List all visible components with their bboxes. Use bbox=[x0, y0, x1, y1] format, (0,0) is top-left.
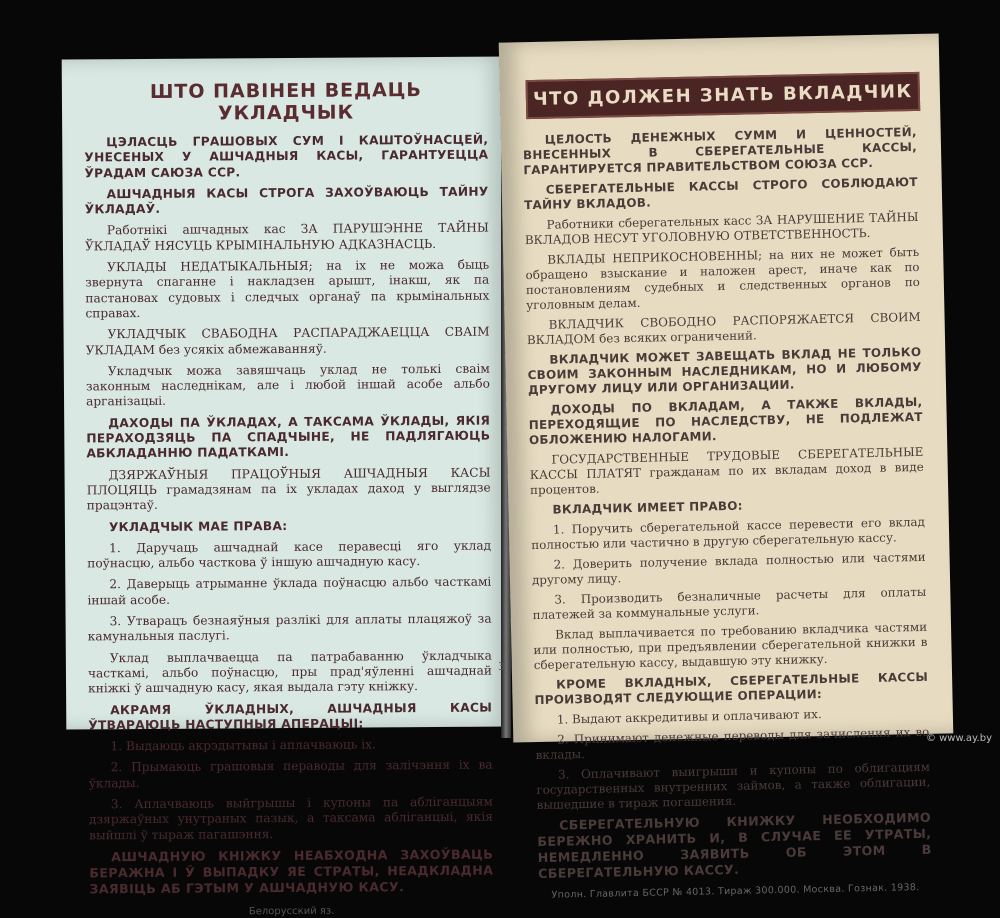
print-imprint: Уполн. Главлита БССР № 4013. Тираж 300.000. Москва. Гознак. 1938. bbox=[551, 882, 920, 901]
paragraph: ВКЛАДЫ НЕПРИКОСНОВЕННЫ; на них не может быть обращено взыскание и наложен арест, иначе как по постановлениям судебных и следственных органов по уголовным делам. bbox=[525, 244, 920, 313]
right-page-text bbox=[523, 125, 933, 882]
paragraph: ЦЕЛОСТЬ ДЕНЕЖНЫХ СУММ И ЦЕННОСТЕЙ, ВНЕСЕННЫХ В СБЕРЕГАТЕЛЬНЫЕ КАССЫ, ГАРАНТИРУЕТСЯ ПРАВИТЕЛЬСТВОМ СОЮЗА ССР. bbox=[522, 124, 918, 178]
site-watermark: © www.ay.by bbox=[925, 733, 992, 744]
paragraph: Укладчык можа завяшчаць уклад не толькі сваім законным наследнікам, але і любой іншай асобе альбо арганізацыі. bbox=[85, 361, 490, 409]
paragraph: ДАХОДЫ ПА ЎКЛАДАХ, А ТАКСАМА ЎКЛАДЫ, ЯКІЯ ПЕРАХОДЗЯЦЬ ПА СПАДЧЫНЕ, НЕ ПАДЛЯГАЮЦЬ АБКЛАДАННЮ ПАДАТКАМІ. bbox=[86, 413, 491, 461]
paragraph: Вклад выплачивается по требованию вкладчика частями или полностью, при предъявлении сберегательной книжки в сберегательную кассу, выдавшую эту книжку. bbox=[533, 619, 928, 673]
paragraph: 1. Даручаць ашчаднай касе перавесці яго уклад поўнасцю, альбо часткова ў іншую ашчадную касу. bbox=[87, 538, 492, 571]
paragraph: УКЛАДЧЫК СВАБОДНА РАСПАРАДЖАЕЦЦА СВАІМ УКЛАДАМ без усякіх абмежаванняў. bbox=[85, 324, 490, 357]
language-note: Белорусский яз. bbox=[248, 905, 335, 918]
paragraph: УКЛАДЧЫК МАЕ ПРАВА: bbox=[108, 518, 288, 534]
paragraph: КРОМЕ ВКЛАДНЫХ, СБЕРЕГАТЕЛЬНЫЕ КАССЫ ПРОИЗВОДЯТ СЛЕДУЮЩИЕ ОПЕРАЦИИ: bbox=[534, 669, 929, 708]
paragraph: 1. Выдаюць акрэдытывы і аплачваюць іх. bbox=[110, 737, 376, 754]
paragraph: СБЕРЕГАТЕЛЬНУЮ КНИЖКУ НЕОБХОДИМО БЕРЕЖНО ХРАНИТЬ И, В СЛУЧАЕ ЕЕ УТРАТЫ, НЕМЕДЛЕННО ЗАЯВИТЬ ОБ ЭТОМ В СБЕРЕГАТЕЛЬНУЮ КАССУ. bbox=[537, 809, 932, 882]
paragraph: ГОСУДАРСТВЕННЫЕ ТРУДОВЫЕ СБЕРЕГАТЕЛЬНЫЕ КАССЫ ПЛАТЯТ гражданам по их вкладам доход в виде процентов. bbox=[529, 444, 924, 498]
right-page-russian bbox=[499, 33, 954, 901]
paragraph: АКРАМЯ ЎКЛАДНЫХ, АШЧАДНЫЯ КАСЫ ЎТВАРАЮЦЬ НАСТУПНЫЯ АПЕРАЦЫІ: bbox=[88, 700, 493, 733]
paragraph: ВКЛАДЧИК ИМЕЕТ ПРАВО: bbox=[552, 498, 743, 517]
page-number: 3 bbox=[498, 660, 505, 673]
paragraph: ВКЛАДЧИК МОЖЕТ ЗАВЕЩАТЬ ВКЛАД НЕ ТОЛЬКО СВОИМ ЗАКОННЫМ НАСЛЕДНИКАМ, НО И ЛЮБОМУ ДРУГОМУ ЛИЦУ ИЛИ ОРГАНИЗАЦИИ. bbox=[527, 344, 922, 398]
paragraph: Уклад выплачваецца па патрабаванню ўкладчыка часткамі, альбо поўнасцю, пры прад'яўленні ашчаднай кніжкі ў ашчадную касу, якая выдала гэту кніжку. bbox=[87, 648, 492, 696]
left-page-belarusian bbox=[62, 56, 511, 918]
paragraph: СБЕРЕГАТЕЛЬНЫЕ КАССЫ СТРОГО СОБЛЮДАЮТ ТАЙНУ ВКЛАДОВ. bbox=[523, 174, 918, 213]
paragraph: 2. Принимают денежные переводы для зачисления их во вклады. bbox=[535, 724, 930, 763]
paragraph: 3. Утварацъ безнаяўныя разлікі для аплаты плацяжоў за камунальныя паслугі. bbox=[87, 611, 492, 644]
paragraph: 2. Даверыць атрыманне ўклада поўнасцю альбо часткамі іншай асобе. bbox=[87, 574, 492, 608]
paragraph: ДЗЯРЖАЎНЫЯ ПРАЦОЎНЫЯ АШЧАДНЫЯ КАСЫ ПЛОЦЯЦЬ грамадзянам па іх укладах даход у выглядзе працэнтаў. bbox=[86, 465, 491, 513]
paragraph: ДОХОДЫ ПО ВКЛАДАМ, А ТАКЖЕ ВКЛАДЫ, ПЕРЕХОДЯЩИЕ ПО НАСЛЕДСТВУ, НЕ ПОДЛЕЖАТ ОБЛОЖЕНИЮ НАЛОГАМИ. bbox=[528, 394, 923, 448]
paragraph: УКЛАДЫ НЕДАТЫКАЛЬНЫЯ; на іх не можа быць звернута спаганне і накладзен арышт, інакш, як па пастановах судовых і следчых органаў па крымінальных справах. bbox=[85, 257, 490, 321]
paragraph: 2. Прымаюць грашовыя пераводы для залічэння іх ва ўклады. bbox=[88, 757, 493, 791]
paragraph: 1. Выдают аккредитивы и оплачивают их. bbox=[556, 707, 822, 727]
left-page-text bbox=[84, 133, 493, 898]
paragraph: 3. Аплачваюць выйгрышы і купоны па абліганцыям дзяржаўных унутраных пазык, а таксама абліганцыі, якія выйшлі ў тыраж пагашэння. bbox=[88, 794, 494, 842]
paragraph: ВКЛАДЧИК СВОБОДНО РАСПОРЯЖАЕТСЯ СВОИМ ВКЛАДОМ без всяких ограничений. bbox=[526, 309, 921, 348]
paragraph: 1. Поручить сберегательной кассе перевести его вклад полностью или частично в другую сберегательную кассу. bbox=[531, 514, 925, 553]
paragraph: Работники сберегательных касс ЗА НАРУШЕНИЕ ТАЙНЫ ВКЛАДОВ НЕСУТ УГОЛОВНУЮ ОТВЕТСТВЕННОСТЬ. bbox=[524, 209, 919, 248]
right-page-title: ЧТО ДОЛЖЕН ЗНАТЬ ВКЛАДЧИК bbox=[526, 72, 921, 119]
paragraph: ЦЭЛАСЦЬ ГРАШОВЫХ СУМ І КАШТОЎНАСЦЕЙ, УНЕСЕНЫХ У АШЧАДНЫЯ КАСЫ, ГАРАНТУЕЦЦА ЎРАДАМ САЮЗА ССР. bbox=[84, 132, 489, 180]
paragraph: АШЧАДНЫЯ КАСЫ СТРОГА ЗАХОЎВАЮЦЬ ТАЙНУ ЎКЛАДАЎ. bbox=[84, 184, 489, 217]
paragraph: АШЧАДНУЮ КНІЖКУ НЕАБХОДНА ЗАХОЎВАЦЬ БЕРАЖНА І Ў ВЫПАДКУ ЯЕ СТРАТЫ, НЕАДКЛАДНА ЗАЯВІЦЬ АБ ГЭТЫМ У АШЧАДНУЮ КАСУ. bbox=[89, 846, 494, 897]
paragraph: 3. Производить безналичные расчеты для оплаты платежей за коммунальные услуги. bbox=[532, 584, 927, 623]
paragraph: Работнікі ашчадных кас ЗА ПАРУШЭННЕ ТАЙНЫ ЎКЛАДАЎ НЯСУЦЬ КРЫМІНАЛЬНУЮ АДКАЗНАСЦЬ. bbox=[84, 221, 489, 254]
left-page-title: ШТО ПАВІНЕН ВЕДАЦЬ УКЛАДЧЫК bbox=[149, 79, 422, 125]
paragraph: 3. Оплачивают выигрыши и купоны по облигациям государственных внутренних займов, а также облигации, вышедшие в тираж погашения. bbox=[536, 759, 931, 813]
paragraph: 2. Доверить получение вклада полностью или частями другому лицу. bbox=[531, 549, 926, 588]
